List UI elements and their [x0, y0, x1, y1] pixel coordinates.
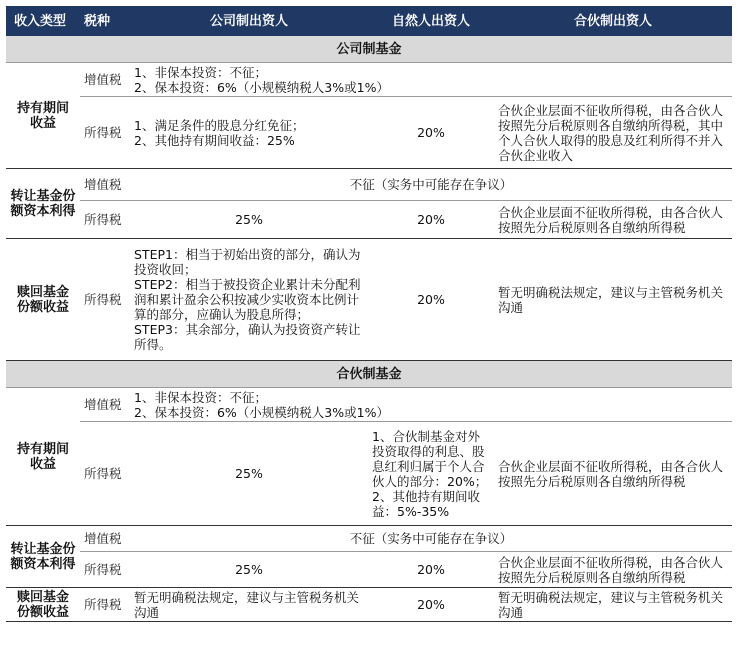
natural-investor-cell: 20%: [368, 97, 494, 169]
table-row: [6, 63, 732, 97]
table-row: [6, 588, 732, 622]
partner-investor-cell: 合伙企业层面不征收所得税，由各合伙人按照先分后税原则各自缴纳所得税: [494, 422, 732, 526]
table-row: [6, 169, 732, 201]
vat-treatment: 1、非保本投资：不征； 2、保本投资：6%（小规模纳税人3%或1%）: [130, 388, 732, 422]
tax-type: 增值税: [80, 169, 130, 201]
income-category: 赎回基金 份额收益: [6, 588, 80, 622]
income-category: 持有期间 收益: [6, 63, 80, 169]
natural-investor-cell: 20%: [368, 588, 494, 622]
income-category: 赎回基金 份额收益: [6, 239, 80, 361]
tax-type: 增值税: [80, 388, 130, 422]
natural-investor-cell: 1、合伙制基金对外投资取得的利息、股息红利归属于个人合伙人的部分：20%； 2、其他持有期间收益：5%-35%: [368, 422, 494, 526]
section-title: 公司制基金: [6, 36, 732, 63]
tax-comparison-table: [6, 6, 732, 622]
header-row: [6, 6, 732, 36]
partner-investor-cell: 暂无明确税法规定，建议与主管税务机关沟通: [494, 239, 732, 361]
company-investor-cell: 25%: [130, 422, 368, 526]
partner-investor-cell: 合伙企业层面不征收所得税，由各合伙人按照先分后税原则各自缴纳所得税: [494, 201, 732, 239]
partner-investor-cell: 合伙企业层面不征收所得税，由各合伙人按照先分后税原则各自缴纳所得税: [494, 552, 732, 588]
company-investor-cell: STEP1：相当于初始出资的部分，确认为投资收回； STEP2：相当于被投资企业累计未分配利润和累计盈余公积按减少实收资本比例计算的部分，应确认为股息所得； STEP3：其余部分，确认为投资资产转让所得。: [130, 239, 368, 361]
vat-treatment: 不征（实务中可能存在争议）: [130, 526, 732, 552]
table-row: [6, 97, 732, 169]
tax-type: 所得税: [80, 239, 130, 361]
header-income-type: 收入类型: [6, 6, 80, 36]
tax-type: 所得税: [80, 588, 130, 622]
table-row: [6, 526, 732, 552]
income-category: 转让基金份 额资本利得: [6, 526, 80, 588]
vat-treatment: 1、非保本投资：不征； 2、保本投资：6%（小规模纳税人3%或1%）: [130, 63, 732, 97]
tax-type: 增值税: [80, 63, 130, 97]
natural-investor-cell: 20%: [368, 552, 494, 588]
section-row-partnership-fund: [6, 361, 732, 388]
income-category: 持有期间 收益: [6, 388, 80, 526]
partner-investor-cell: 合伙企业层面不征收所得税，由各合伙人按照先分后税原则各自缴纳所得税，其中个人合伙人取得的股息及红利所得不并入合伙企业收入: [494, 97, 732, 169]
table-row: [6, 201, 732, 239]
tax-type: 所得税: [80, 552, 130, 588]
table-row: [6, 552, 732, 588]
tax-type: 所得税: [80, 201, 130, 239]
header-tax-type: 税种: [80, 6, 130, 36]
section-row-company-fund: [6, 36, 732, 63]
company-investor-cell: 25%: [130, 552, 368, 588]
header-partner-investor: 合伙制出资人: [494, 6, 732, 36]
company-investor-cell: 25%: [130, 201, 368, 239]
partner-investor-cell: 暂无明确税法规定，建议与主管税务机关沟通: [494, 588, 732, 622]
company-investor-cell: 1、满足条件的股息分红免征； 2、其他持有期间收益：25%: [130, 97, 368, 169]
vat-treatment: 不征（实务中可能存在争议）: [130, 169, 732, 201]
table-row: [6, 422, 732, 526]
section-title: 合伙制基金: [6, 361, 732, 388]
table-row: [6, 239, 732, 361]
natural-investor-cell: 20%: [368, 201, 494, 239]
tax-type: 所得税: [80, 97, 130, 169]
tax-type: 增值税: [80, 526, 130, 552]
header-company-investor: 公司制出资人: [130, 6, 368, 36]
tax-type: 所得税: [80, 422, 130, 526]
natural-investor-cell: 20%: [368, 239, 494, 361]
header-natural-investor: 自然人出资人: [368, 6, 494, 36]
income-category: 转让基金份 额资本利得: [6, 169, 80, 239]
company-investor-cell: 暂无明确税法规定，建议与主管税务机关沟通: [130, 588, 368, 622]
table-row: [6, 388, 732, 422]
